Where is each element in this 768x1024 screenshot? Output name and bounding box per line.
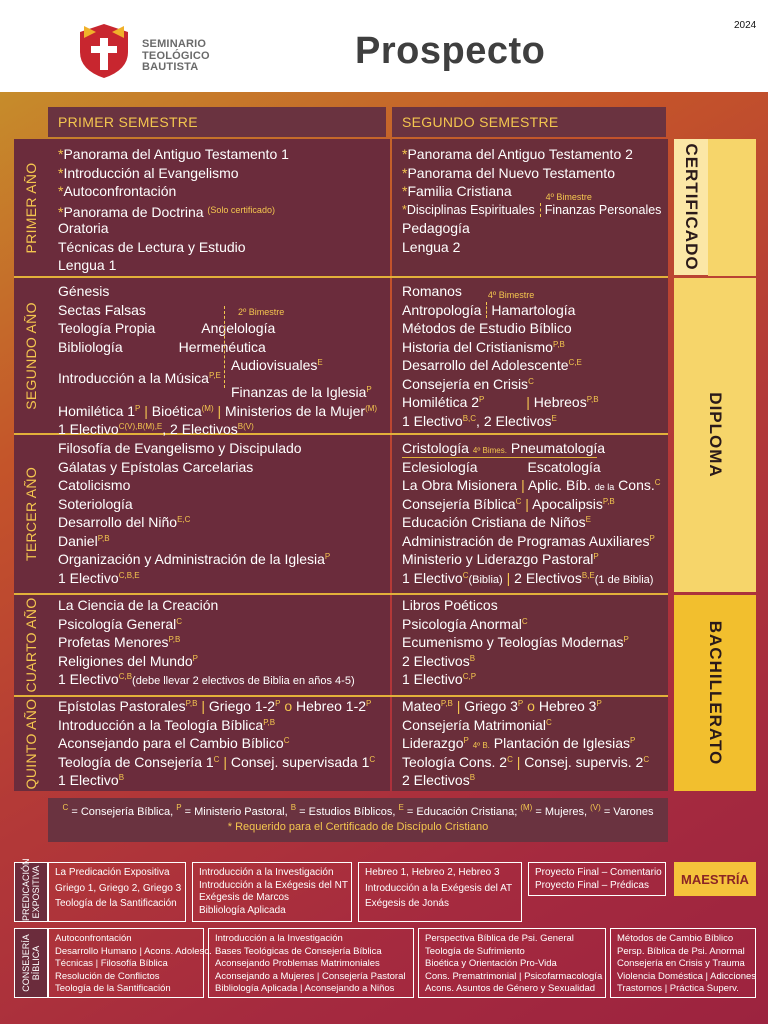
predicacion-box-4: Proyecto Final – Comentario Proyecto Final – Prédicas (528, 862, 666, 896)
seminary-logo-icon (74, 22, 134, 80)
predicacion-box-3: Hebreo 1, Hebreo 2, Hebreo 3 Introducción a la Exégesis del AT Exégesis de Jonás (358, 862, 522, 922)
year-label-3: TERCER AÑO (14, 435, 48, 593)
diploma-bar: DIPLOMA (674, 278, 756, 592)
predicacion-label: PREDICACIÓN EXPOSITIVA (14, 862, 48, 922)
year2-semester1: Génesis Sectas Falsas 2º Bimestre Teología Propia Angelología Bibliología Hermenéutica Audiovisuales$^E$ Introducción a la Música$^{P,E}$ Finanzas de la Iglesia$^P$ Homilética $1^P$ | Bioética$^{(M)}$ | Ministerios de la Mujer$^{(M)}$ 1 Electivo$^{C(V),B(M),E}$, 2 Electivos$^{B(V)}$ (58, 283, 378, 437)
second-semester-header: SEGUNDO SEMESTRE (392, 107, 666, 137)
page-title: Prospecto (355, 30, 546, 72)
year1-semester1: *Panorama del Antiguo Testamento 1 *Introducción al Evangelismo *Autoconfrontación *Panorama de Doctrina $^{(Solo certificado)}$ Oratoria Técnicas de Lectura y Estudio Lengua 1 (58, 146, 289, 273)
year-label: 2024 (734, 20, 757, 31)
consejeria-box-4: Métodos de Cambio Bíblico Persp. Bíblica de Psi. Anormal Consejería en Crisis y Trauma Violencia Doméstica | Adicciones Trastornos | Práctica Superv. (610, 928, 756, 998)
bachillerato-bar: BACHILLERATO (674, 595, 756, 791)
year-divider (14, 593, 668, 595)
year-label-1: PRIMER AÑO (14, 139, 48, 276)
year3-semester2: Cristología 4º Bimes. Pneumatología Eclesiología Escatología La Obra Misionera | Aplic. Bíb. de la Cons.$^C$ Consejería Bíblica$^C$ | Apocalipsis$^{P,B}$ Educación Cristiana de Niños$^E$ Administración de Programas Auxiliares$^P$ Ministerio y Liderazgo Pastoral$^P$ 1 Electivo$^C$(Biblia) | 2 Electivos$^{B,E}$(1 de Biblia) (402, 440, 661, 586)
seminary-name: SEMINARIO TEOLÓGICO BAUTISTA (142, 38, 210, 73)
consejeria-label: CONSEJERÍA BÍBLICA (14, 928, 48, 998)
year5-semester2: Mateo$^{P,B}$ | Griego $3^P$ o Hebreo $3^P$ Consejería Matrimonial$^C$ Liderazgo$^P$ 4º B. Plantación de Iglesias$^P$ Teología Cons. $2^C$ | Consej. supervis. $2^C$ 2 Electivos$^B$ (402, 698, 650, 788)
header (0, 0, 768, 92)
year-label-5: QUINTO AÑO (14, 697, 48, 791)
year2-semester2: Romanos 4º Bimestre Antropología Hamartología Métodos de Estudio Bíblico Historia del Cristianismo$^{P,B}$ Desarrollo del Adolescente$^{C,E}$ Consejería en Crisis$^C$ Homilética $2^P$ | Hebreos$^{P,B}$ 1 Electivo$^{B,C}$, 2 Electivos$^E$ (402, 283, 599, 429)
consejeria-box-3: Perspectiva Bíblica de Psi. General Teología de Sufrimiento Bioética y Orientación Pro-Vida Cons. Prematrimonial | Psicofarmacología Acons. Asuntos de Género y Sexualidad (418, 928, 606, 998)
year4-semester2: Libros Poéticos Psicología Anormal$^C$ Ecumenismo y Teologías Modernas$^P$ 2 Electivos$^B$ 1 Electivo$^{C,P}$ (402, 597, 629, 687)
year1-semester2: *Panorama del Antiguo Testamento 2 *Panorama del Nuevo Testamento *Familia Cristiana $_{4º Bimestre}$ *Disciplinas Espirituales Finanzas Personales Pedagogía Lengua 2 (402, 146, 662, 255)
predicacion-box-1: La Predicación Expositiva Griego 1, Griego 2, Griego 3 Teología de la Santificación (48, 862, 186, 922)
maestria-badge: MAESTRÍA (674, 862, 756, 896)
year3-semester1: Filosofía de Evangelismo y Discipulado Gálatas y Epístolas Carcelarias Catolicismo Soteriología Desarrollo del Niño$^{E,C}$ Daniel$^{P,B}$ Organización y Administración de la Iglesia$^P$ 1 Electivo$^{C,B,E}$ (58, 440, 331, 586)
legend: $^C$ = Consejería Bíblica, $^P$ = Ministerio Pastoral, $^B$ = Estudios Bíblicos, $^E$ = Educación Cristiana; $^{(M)}$ = Mujeres, $^{(V)}$ = Varones * Requerido para el Certificado de Discípulo Cristiano (48, 798, 668, 842)
bimester-divider (224, 306, 225, 388)
predicacion-box-2: Introducción a la Investigación Introducción a la Exégesis del NT Exégesis de Marcos Bibliología Aplicada (192, 862, 352, 922)
first-semester-header: PRIMER SEMESTRE (48, 107, 386, 137)
bimester-underline (402, 457, 597, 458)
year-label-4: CUARTO AÑO (14, 595, 48, 695)
year-label-2: SEGUNDO AÑO (14, 278, 48, 433)
consejeria-box-1: Autoconfrontación Desarrollo Humano | Acons. Adolesc. Técnicas | Filosofía Bíblica Resolución de Conflictos Teología de la Santificación (48, 928, 204, 998)
certificado-bar: CERTIFICADO (674, 139, 708, 275)
year-divider (14, 276, 668, 278)
diploma-bar-top (708, 139, 756, 276)
year5-semester1: Epístolas Pastorales$^{P,B}$ | Griego $1-2^P$ o Hebreo $1-2^P$ Introducción a la Teología Bíblica$^{P,B}$ Aconsejando para el Cambio Bíblico$^C$ Teología de Consejería $1^C$ | Consej. supervisada $1^C$ 1 Electivo$^B$ (58, 698, 376, 788)
consejeria-box-2: Introducción a la Investigación Bases Teológicas de Consejería Bíblica Aconsejando Problemas Matrimoniales Aconsejando a Mujeres | Consejería Pastoral Bibliología Aplicada | Aconsejando a Niños (208, 928, 414, 998)
year4-semester1: La Ciencia de la Creación Psicología General$^C$ Profetas Menores$^{P,B}$ Religiones del Mundo$^P$ 1 Electivo$^{C,B}$(debe llevar 2 electivos de Biblia en años 4-5) (58, 597, 355, 687)
